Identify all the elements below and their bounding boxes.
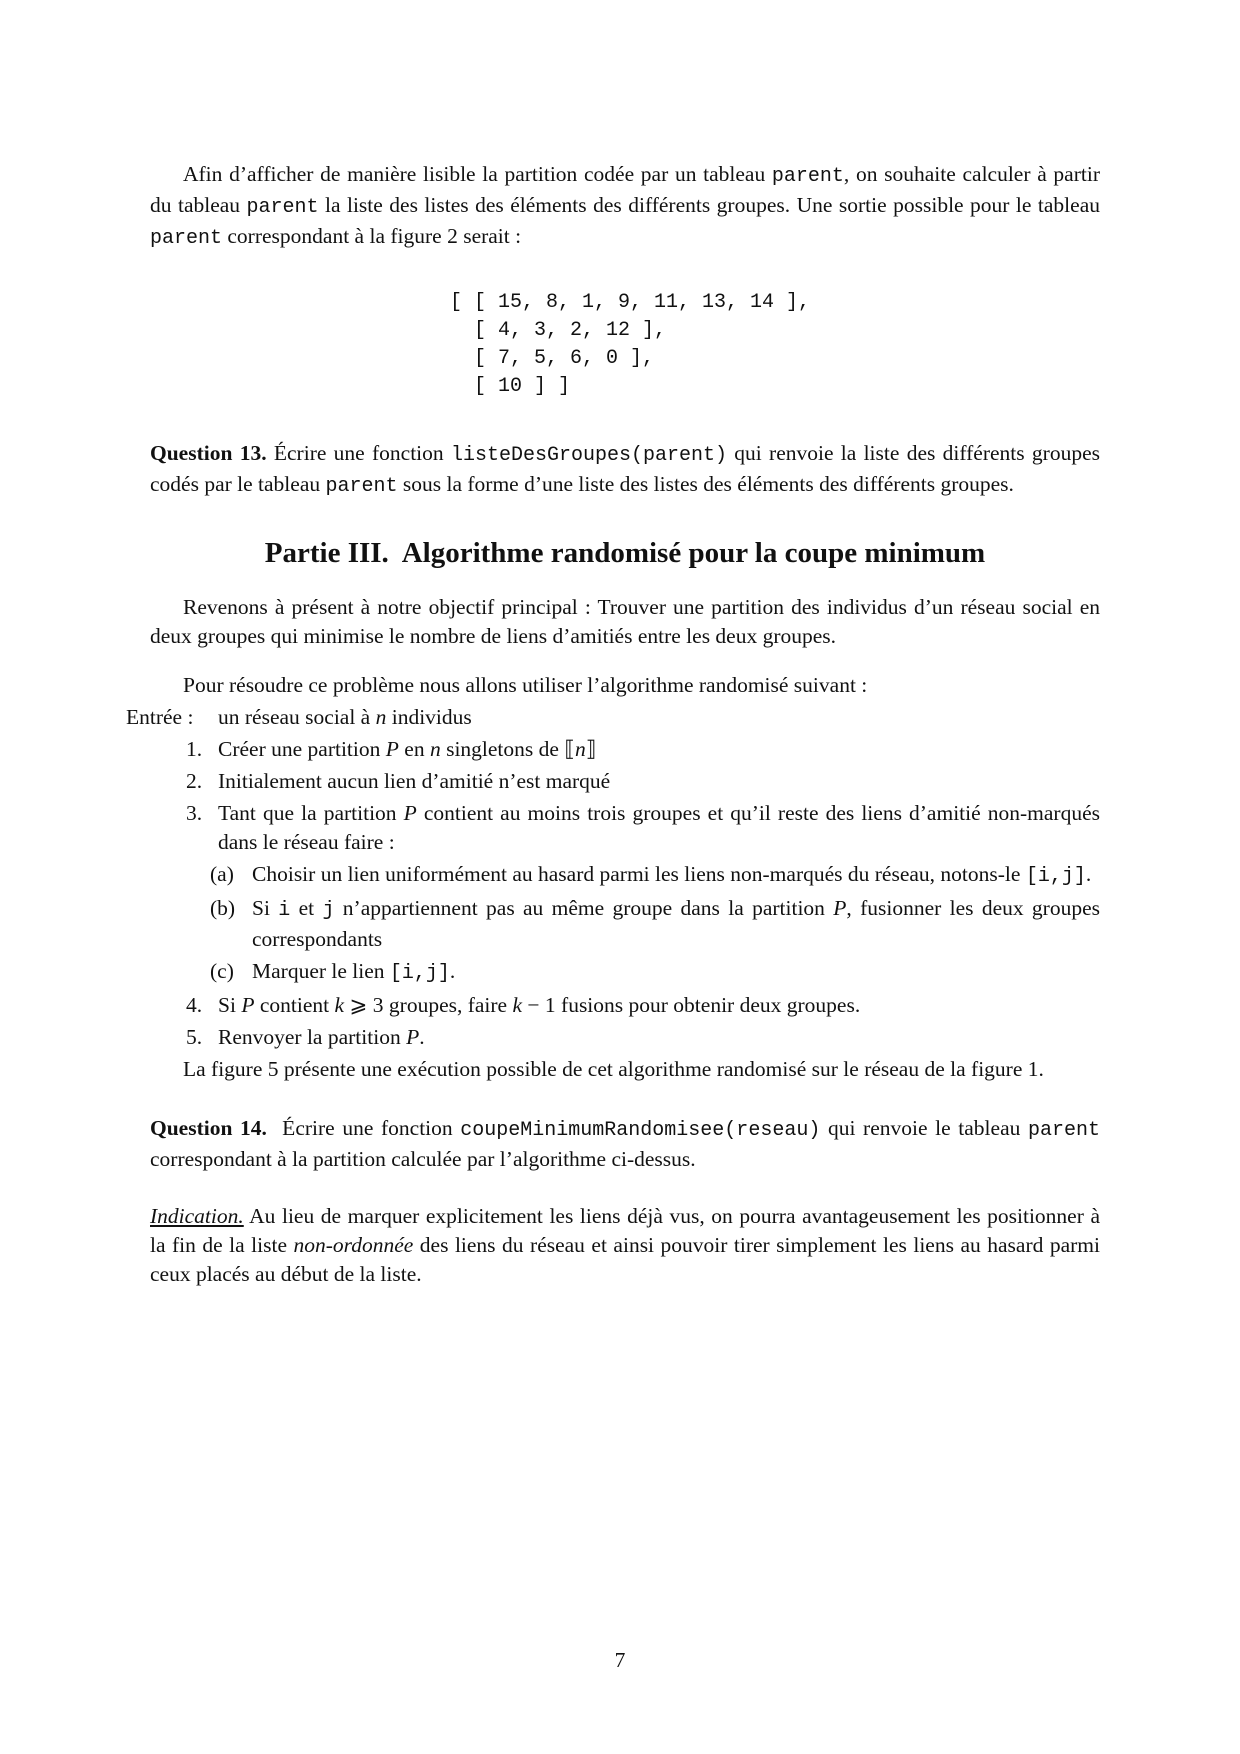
algorithm-step <box>150 799 1100 857</box>
text: en <box>398 737 430 761</box>
text: n’appartiennent pas au même groupe dans la partition <box>334 896 834 920</box>
text: . <box>419 1025 425 1049</box>
algorithm-step <box>150 991 1100 1020</box>
text: − 1 fusions pour obtenir deux groupes. <box>522 993 861 1017</box>
text: . <box>1085 862 1092 886</box>
algorithm-substep <box>150 894 1100 954</box>
algorithm-step <box>150 767 1100 796</box>
substep-number: (b) <box>210 896 236 920</box>
text: . <box>449 959 456 983</box>
indication <box>150 1202 1100 1289</box>
section-paragraph: Revenons à présent à notre objectif principal : Trouver une partition des individus d’un réseau social en deux groupes qui minimise le nombre de liens d’amitiés entre les deux groupes. <box>150 595 1100 648</box>
code-parent: parent <box>150 227 223 250</box>
algorithm-substep <box>150 957 1100 988</box>
text: individus <box>386 705 472 729</box>
intro-text: , on souhaite calculer à partir du tableau <box>150 162 1100 217</box>
math-var: k <box>334 993 345 1017</box>
math-var: n <box>375 705 387 729</box>
indication-label: Indication. <box>150 1204 244 1228</box>
section-title: Partie III. Algorithme randomisé pour la coupe minimum <box>264 537 986 569</box>
code-parent: parent <box>1027 1119 1100 1142</box>
text: Renvoyer la partition <box>218 1025 407 1049</box>
math-var: P <box>385 737 399 761</box>
question-14 <box>150 1114 1100 1174</box>
algorithm-step <box>150 735 1100 764</box>
text: ⟧ <box>585 737 597 761</box>
intro-text: correspondant à la figure 2 serait : <box>222 224 522 248</box>
code-block-output: [ [ 15, 8, 1, 9, 11, 13, 14 ], [ 4, 3, 2, 12 ], [ 7, 5, 6, 0 ], [ 10 ] ] <box>450 291 811 398</box>
question-13-label: Question 13. <box>150 441 267 465</box>
text: Si <box>252 896 279 920</box>
intro-paragraph <box>150 160 1100 253</box>
page-number: 7 <box>614 1648 626 1672</box>
page-content <box>126 160 1101 1289</box>
step-number: 1. <box>186 737 203 761</box>
text: Initialement aucun lien d’amitié n’est marqué <box>218 769 611 793</box>
input-label: Entrée : <box>126 705 194 729</box>
step-number: 3. <box>186 801 203 825</box>
substep-number: (a) <box>210 862 234 886</box>
code-var: i <box>278 899 291 922</box>
figure-reference: La figure 5 présente une exécution possible de cet algorithme randomisé sur le réseau de la figure 1. <box>183 1057 1044 1081</box>
math-var: P <box>833 896 847 920</box>
text: ⩾ 3 groupes, faire <box>344 993 513 1017</box>
question-text: Écrire une fonction <box>266 1116 461 1140</box>
algorithm <box>126 703 1101 1052</box>
text: un réseau social à <box>218 705 376 729</box>
text: contient au moins trois groupes et qu’il reste des liens d’amitié non-marqués dans le réseau faire : <box>218 801 1100 854</box>
intro-text: Afin d’afficher de manière lisible la partition codée par un tableau <box>183 162 772 186</box>
text: singletons de ⟦ <box>440 737 575 761</box>
indication-text: Au lieu de marquer explicitement les liens déjà vus, on pourra avantageusement les positionner à la fin de la liste <box>150 1204 1100 1257</box>
intro-text: la liste des listes des éléments des différents groupes. Une sortie possible pour le tableau <box>318 193 1100 217</box>
math-var: n <box>574 737 586 761</box>
code-parent: parent <box>325 475 398 498</box>
step-number: 4. <box>186 993 203 1017</box>
algorithm-intro: Pour résoudre ce problème nous allons utiliser l’algorithme randomisé suivant : <box>183 673 868 697</box>
code-link: [i,j] <box>1025 865 1086 888</box>
text: Créer une partition <box>218 737 386 761</box>
substep-number: (c) <box>210 959 234 983</box>
code-link: [i,j] <box>389 962 450 985</box>
code-function-name: listeDesGroupes(parent) <box>450 444 727 467</box>
question-text: correspondant à la partition calculée par l’algorithme ci-dessus. <box>150 1147 696 1171</box>
text: Tant que la partition <box>218 801 404 825</box>
math-var: P <box>406 1025 420 1049</box>
input-text <box>150 705 472 729</box>
code-function-name: coupeMinimumRandomisee(reseau) <box>460 1119 821 1142</box>
code-var: j <box>322 899 335 922</box>
question-text: sous la forme d’une liste des listes des éléments des différents groupes. <box>397 472 1014 496</box>
algorithm-step <box>150 1023 1100 1052</box>
code-parent: parent <box>771 165 844 188</box>
algorithm-substep <box>150 860 1100 891</box>
code-parent: parent <box>246 196 319 219</box>
step-number: 5. <box>186 1025 203 1049</box>
step-number: 2. <box>186 769 203 793</box>
text: contient <box>254 993 335 1017</box>
text: Choisir un lien uniformément au hasard parmi les liens non-marqués du réseau, notons-le <box>252 862 1026 886</box>
question-text: qui renvoie la liste des différents groupes codés par le tableau <box>150 441 1100 496</box>
indication-emphasis: non-ordonnée <box>293 1233 414 1257</box>
question-text: qui renvoie le tableau <box>820 1116 1028 1140</box>
text: et <box>290 896 323 920</box>
math-var: k <box>512 993 523 1017</box>
text: Si <box>218 993 242 1017</box>
math-var: n <box>429 737 441 761</box>
text: Marquer le lien <box>252 959 390 983</box>
math-var: P <box>403 801 417 825</box>
question-14-label: Question 14. <box>150 1116 267 1140</box>
indication-text: des liens du réseau et ainsi pouvoir tirer simplement les liens au hasard parmi ceux placés au début de la liste. <box>150 1233 1100 1286</box>
question-13 <box>150 439 1100 501</box>
question-text: Écrire une fonction <box>266 441 451 465</box>
math-var: P <box>241 993 255 1017</box>
algorithm-input <box>126 703 1100 732</box>
text: , fusionner les deux groupes correspondants <box>252 896 1101 951</box>
